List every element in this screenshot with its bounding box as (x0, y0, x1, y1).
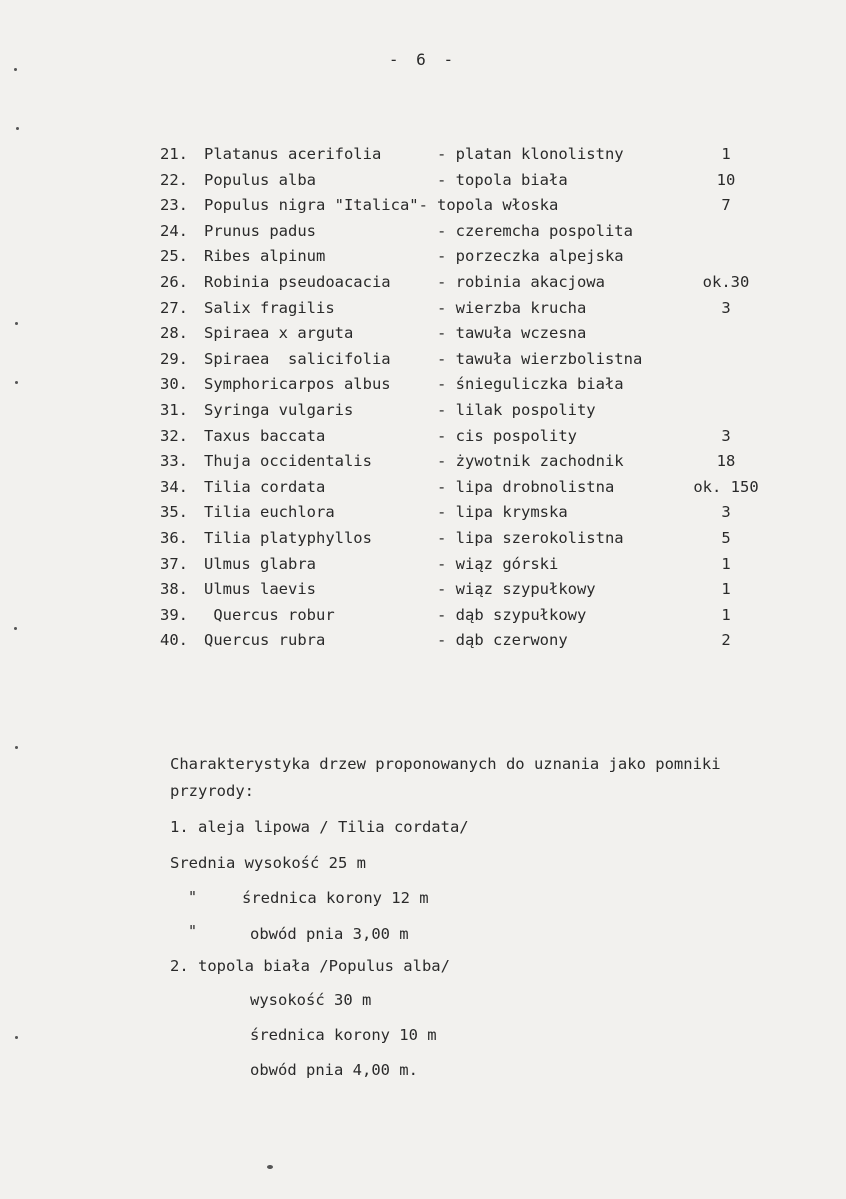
row-number: 32. (160, 426, 188, 445)
latin-name: Robinia pseudoacacia (204, 272, 391, 291)
item2-trunk: obwód pnia 4,00 m. (250, 1061, 418, 1079)
latin-name: Populus nigra "Italica"- (204, 196, 428, 215)
polish-name: - robinia akacjowa (437, 272, 605, 291)
tree-count: 3 (721, 298, 731, 317)
row-number: 21. (160, 145, 188, 163)
latin-name: Thuja occidentalis (204, 452, 372, 471)
latin-name: Ribes alpinum (204, 247, 326, 266)
polish-name: - platan klonolistny (437, 145, 624, 163)
characteristics-intro: Charakterystyka drzew proponowanych do uznania jako pomniki przyrody: (170, 755, 721, 800)
tree-count: 3 (721, 503, 731, 522)
scan-speck (14, 68, 17, 71)
item1-title: 1. aleja lipowa / Tilia cordata/ (170, 818, 469, 836)
row-number: 31. (160, 400, 188, 419)
latin-name: Tilia cordata (204, 477, 326, 496)
latin-name: Taxus baccata (204, 426, 326, 445)
row-number: 40. (160, 631, 188, 650)
tree-count: 2 (721, 631, 731, 650)
tree-count: 1 (721, 554, 731, 573)
scan-speck (15, 381, 18, 384)
scan-speck (15, 746, 18, 749)
row-number: 25. (160, 247, 188, 266)
tree-count: 18 (716, 452, 736, 471)
ditto-mark: " (188, 922, 198, 940)
polish-name: - wiąz szypułkowy (437, 580, 596, 599)
row-number: 23. (160, 196, 188, 215)
polish-name: - lipa szerokolistna (437, 528, 624, 547)
tree-count: 1 (721, 580, 731, 599)
latin-name: Quercus rubra (204, 631, 326, 650)
polish-name: - dąb czerwony (437, 631, 568, 650)
latin-name: Salix fragilis (204, 298, 335, 317)
item1-height: Srednia wysokość 25 m (170, 854, 366, 872)
polish-name: - tawuła wierzbolistna (437, 349, 643, 368)
polish-name: - żywotnik zachodnik (437, 452, 624, 471)
polish-name: - cis pospolity (437, 426, 577, 445)
row-number: 37. (160, 554, 188, 573)
tree-count: ok. 150 (693, 477, 759, 496)
latin-name: Ulmus glabra (204, 554, 316, 573)
tree-count: 5 (721, 528, 731, 547)
polish-name: - dąb szypułkowy (437, 605, 587, 624)
latin-name: Syringa vulgaris (204, 400, 354, 419)
row-number: 36. (160, 528, 188, 547)
row-number: 33. (160, 452, 188, 471)
row-number: 38. (160, 580, 188, 599)
polish-name: - porzeczka alpejska (437, 247, 624, 266)
latin-name: Tilia platyphyllos (204, 528, 372, 547)
row-number: 24. (160, 221, 188, 240)
scan-speck (15, 322, 18, 325)
tree-count: 10 (716, 170, 736, 189)
tree-count: 1 (721, 605, 731, 624)
row-number: 39. (160, 605, 188, 624)
tree-count: ok.30 (702, 272, 750, 291)
latin-name: Tilia euchlora (204, 503, 335, 522)
scan-speck (16, 127, 19, 130)
polish-name: - tawuła wczesna (437, 324, 587, 343)
tree-count: 1 (721, 145, 731, 163)
row-number: 30. (160, 375, 188, 394)
item2-title: 2. topola biała /Populus alba/ (170, 957, 450, 975)
polish-name: - śnieguliczka biała (437, 375, 624, 394)
scan-speck (267, 1165, 273, 1169)
polish-name: - lilak pospolity (437, 400, 596, 419)
row-number: 27. (160, 298, 188, 317)
page-number: - 6 - (388, 50, 458, 69)
row-number: 26. (160, 272, 188, 291)
row-number: 29. (160, 349, 188, 368)
item1-crown: średnica korony 12 m (242, 889, 429, 907)
item2-height: wysokość 30 m (250, 991, 372, 1009)
scan-speck (14, 627, 17, 630)
polish-name: - czeremcha pospolita (437, 221, 633, 240)
latin-name: Quercus robur (204, 605, 335, 624)
tree-count: 3 (721, 426, 731, 445)
row-number: 28. (160, 324, 188, 343)
polish-name: - wierzba krucha (437, 298, 587, 317)
row-number: 34. (160, 477, 188, 496)
latin-name: Symphoricarpos albus (204, 375, 391, 394)
latin-name: Spiraea salicifolia (204, 349, 391, 368)
row-number: 22. (160, 170, 188, 189)
latin-name: Spiraea x arguta (204, 324, 354, 343)
polish-name: - lipa krymska (437, 503, 568, 522)
polish-name: topola włoska (437, 196, 559, 215)
item2-crown: średnica korony 10 m (250, 1026, 437, 1044)
polish-name: - wiąz górski (437, 554, 559, 573)
latin-name: Platanus acerifolia (204, 145, 382, 163)
scan-speck (15, 1036, 18, 1039)
latin-name: Prunus padus (204, 221, 316, 240)
polish-name: - topola biała (437, 170, 568, 189)
row-number: 35. (160, 503, 188, 522)
latin-name: Ulmus laevis (204, 580, 316, 599)
latin-name: Populus alba (204, 170, 316, 189)
tree-count: 7 (721, 196, 731, 215)
polish-name: - lipa drobnolistna (437, 477, 615, 496)
item1-trunk: obwód pnia 3,00 m (250, 925, 409, 943)
ditto-mark: " (188, 888, 198, 906)
